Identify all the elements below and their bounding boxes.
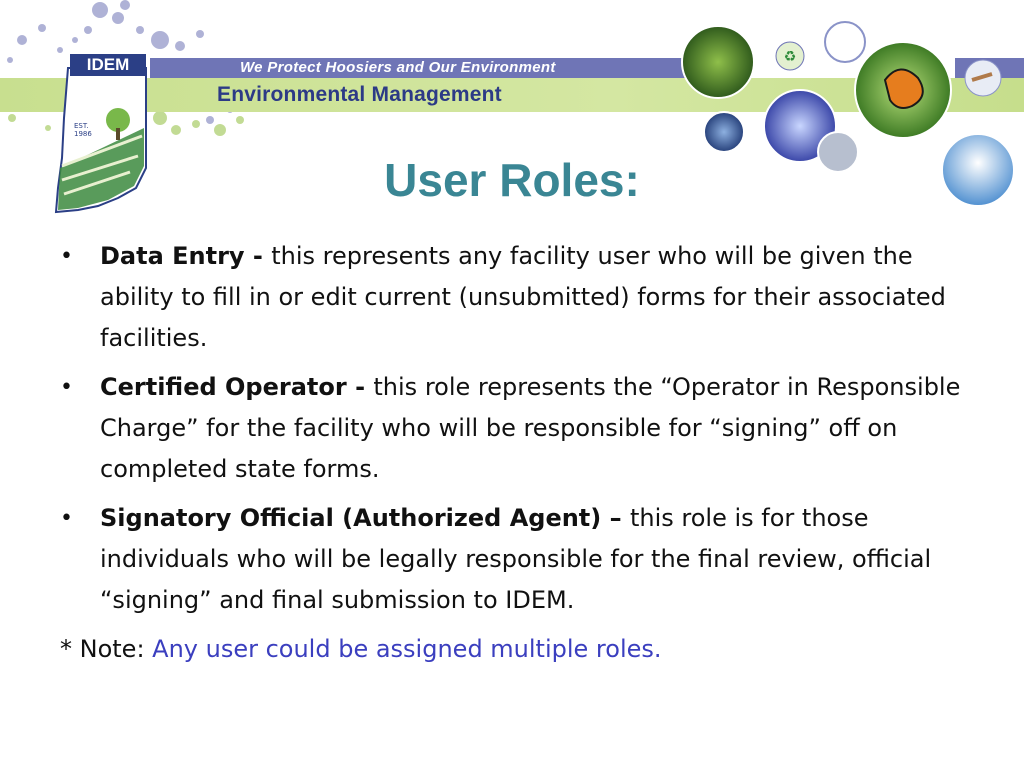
- svg-text:♻: ♻: [783, 49, 797, 65]
- svg-text:1986: 1986: [74, 130, 92, 138]
- bullet-marker: •: [60, 506, 73, 531]
- svg-text:EST.: EST.: [74, 122, 89, 130]
- role-description: this role is for those individuals who will be legally responsible for the final review, official “signing” and final submission to IDEM.: [100, 504, 932, 614]
- role-list: [60, 236, 980, 670]
- note-prefix: * Note:: [60, 635, 153, 663]
- bullet-marker: •: [60, 244, 73, 269]
- list-item-data-entry: [60, 236, 980, 359]
- agency-tagline: We Protect Hoosiers and Our Environment: [240, 59, 556, 76]
- idem-logo-text: IDEM: [70, 54, 146, 76]
- list-item-certified-operator: [60, 367, 980, 490]
- role-term: Signatory Official (Authorized Agent) –: [100, 504, 630, 532]
- note: [60, 629, 980, 670]
- bullet-marker: •: [60, 375, 73, 400]
- role-term: Certified Operator -: [100, 373, 374, 401]
- note-text: Any user could be assigned multiple roles.: [152, 635, 662, 663]
- slide-title: User Roles:: [384, 154, 640, 206]
- list-item-signatory-official: [60, 498, 980, 621]
- role-term: Data Entry -: [100, 242, 272, 270]
- role-description: this represents any facility user who will be given the ability to fill in or edit current (unsubmitted) forms for their associated facilities.: [100, 242, 946, 352]
- role-description: this role represents the “Operator in Responsible Charge” for the facility who will be responsible for “signing” off on completed state forms.: [100, 373, 961, 483]
- agency-name: Environmental Management: [217, 83, 502, 106]
